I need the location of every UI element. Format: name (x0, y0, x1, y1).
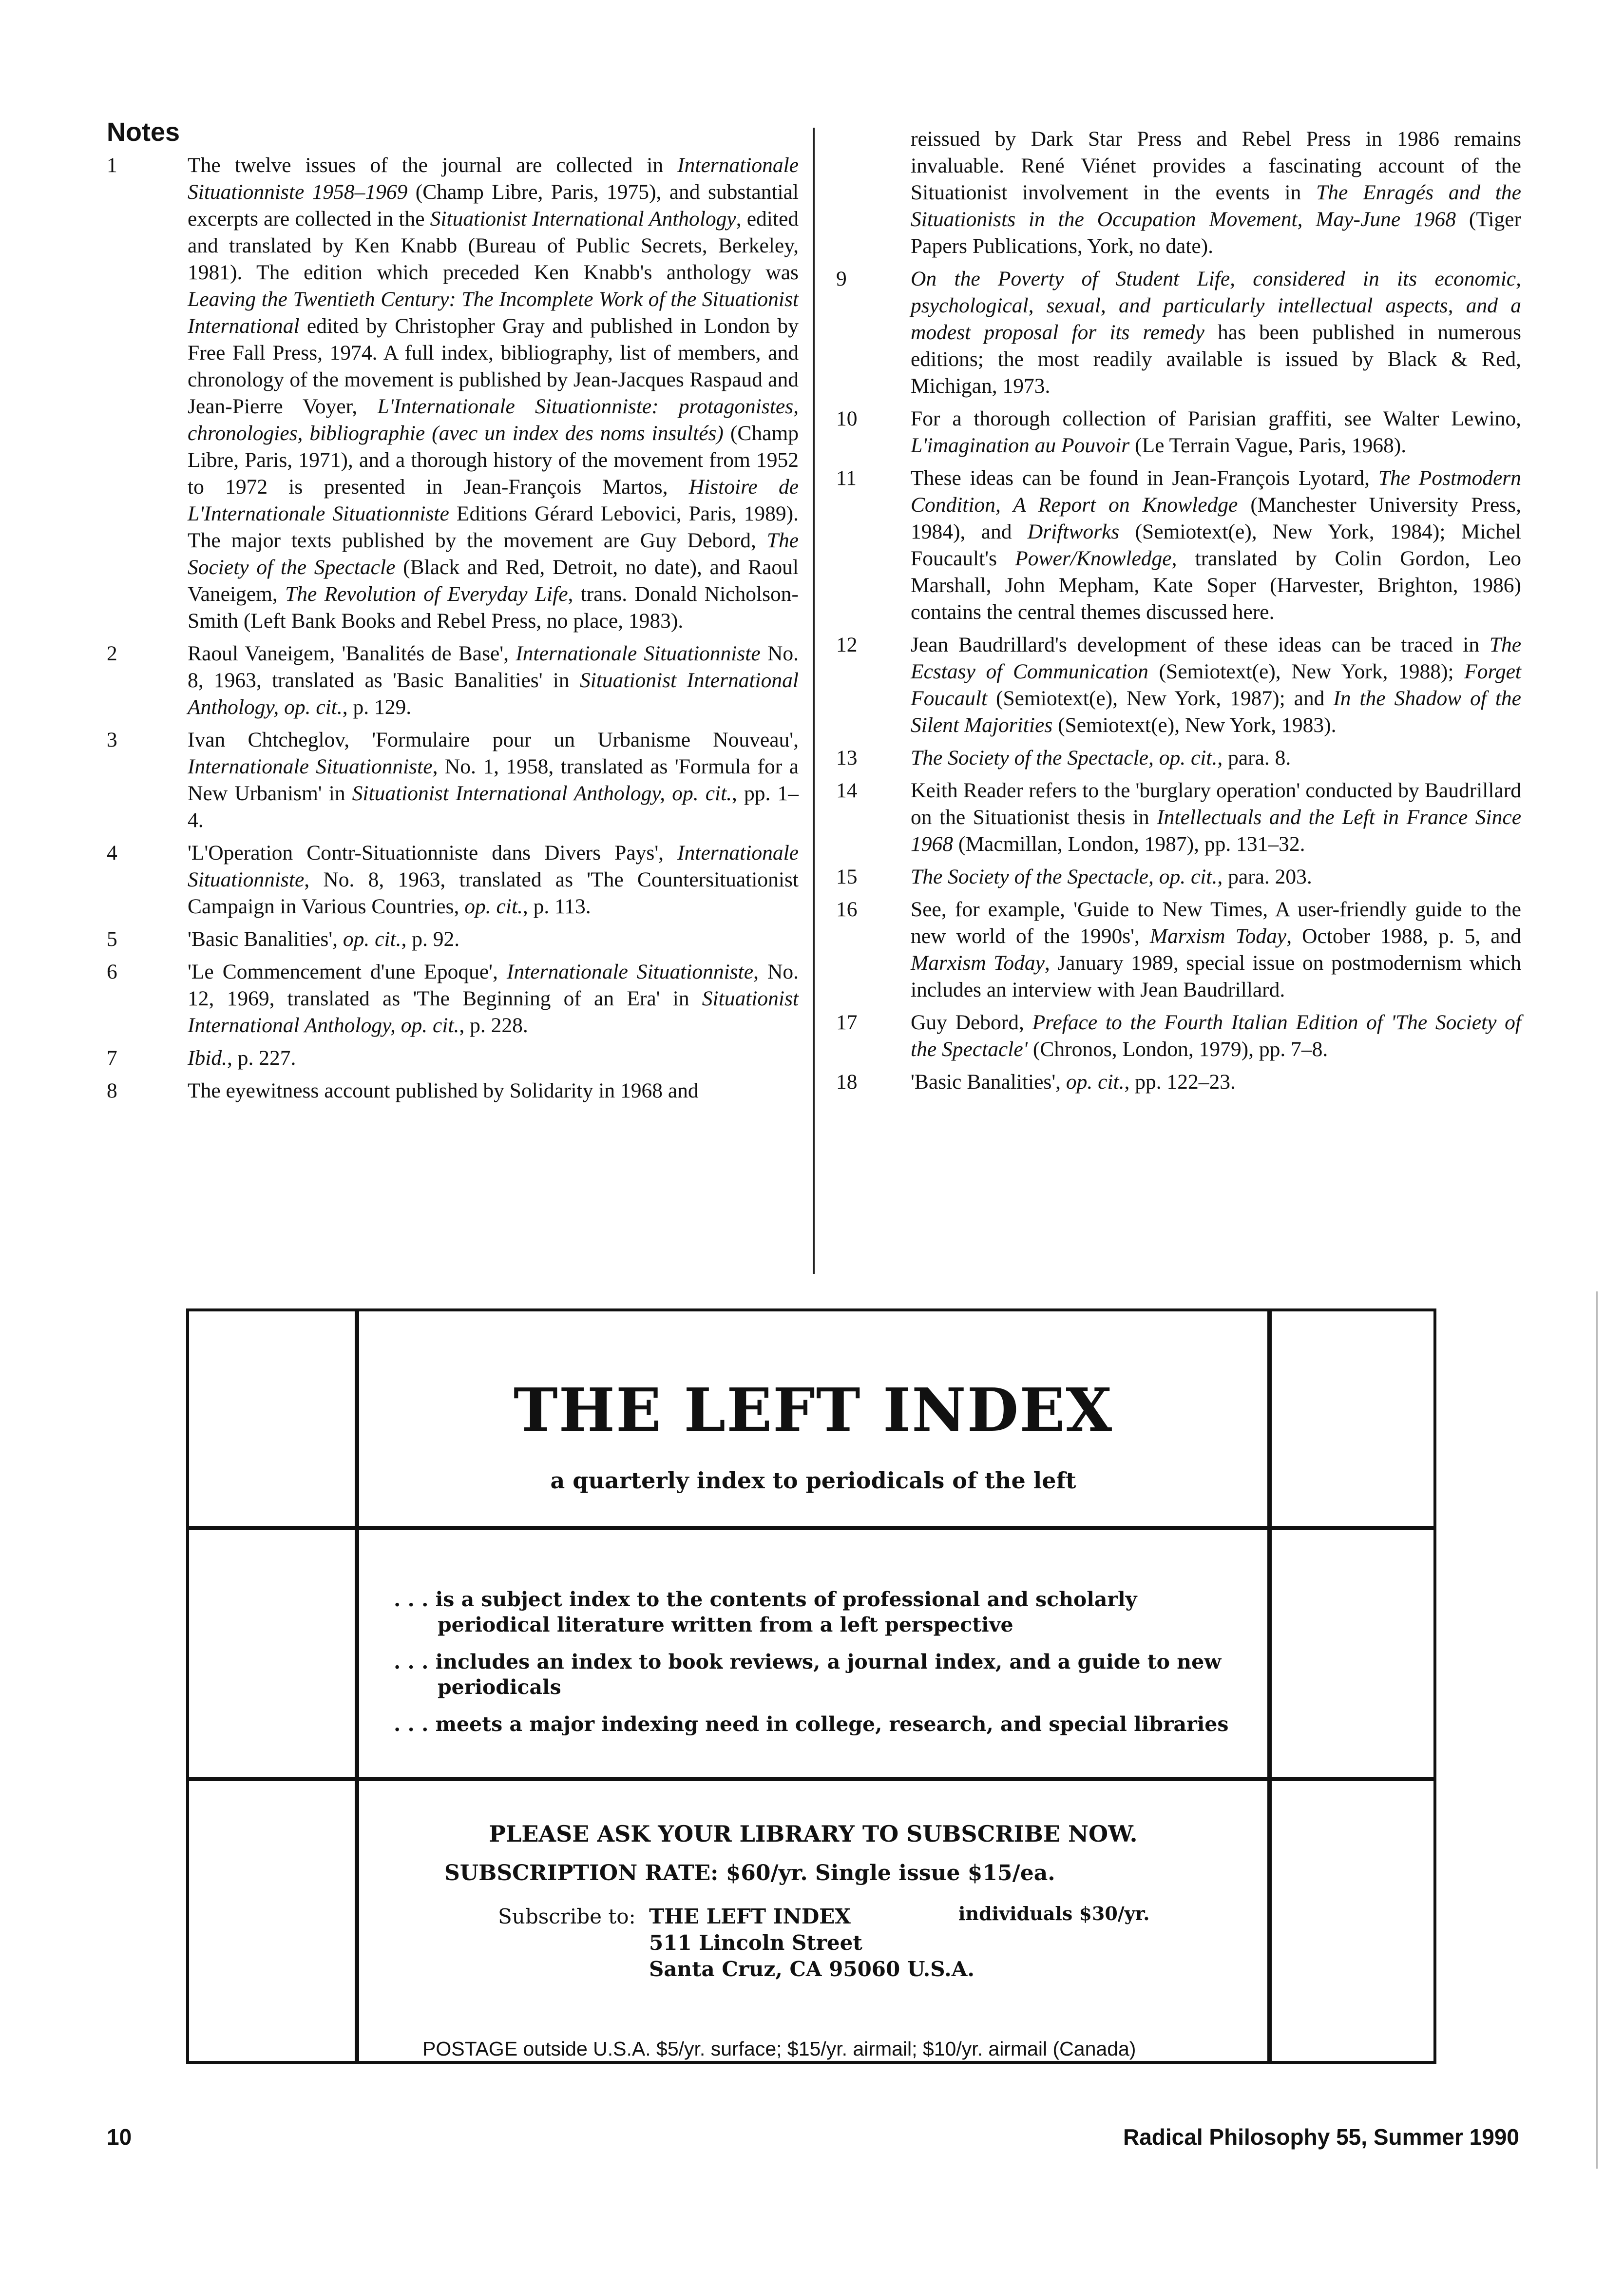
note-entry (829, 777, 1521, 858)
note-italic-title: The Society of the Spectacle (188, 529, 799, 579)
note-italic-title: Leaving the Twentieth Century: The Incomplete Work of the Situationist International (188, 288, 799, 338)
ad-border-right (1267, 1311, 1272, 2061)
note-text-run: The twelve issues of the journal are collected in (188, 154, 678, 177)
note-text-run: , October 1988, p. 5, and (1286, 924, 1521, 948)
note-italic-title: L'imagination au Pouvoir (911, 434, 1130, 457)
notes-column-right (829, 126, 1521, 1101)
note-text-run: (Black and Red, Detroit, no date), and Raoul Vaneigem, (188, 556, 799, 606)
note-text-run: (Tiger Papers Publications, York, no date). (911, 208, 1521, 258)
note-text-run: reissued by Dark Star Press and Rebel Press in 1986 remains invaluable. René Viénet provides a fascinating account of the Situationist involvement in the events in (911, 127, 1521, 204)
note-text-run: (Semiotext(e), New York, 1987); and (987, 687, 1334, 710)
note-text (188, 1077, 799, 1104)
note-text (911, 1069, 1521, 1096)
note-number: 3 (107, 728, 117, 751)
note-entry (829, 745, 1521, 771)
note-text-run: , para. 203. (1217, 865, 1312, 888)
ad-postage: POSTAGE outside U.S.A. $5/yr. surface; $15/yr. airmail; $10/yr. airmail (Canada) (422, 2038, 1136, 2060)
note-text-run: , para. 8. (1217, 746, 1291, 769)
ad-subscription-rate: SUBSCRIPTION RATE: $60/yr. Single issue $15/ea. (444, 1861, 1055, 1885)
note-8-continued (829, 126, 1521, 260)
note-entry (829, 1069, 1521, 1096)
note-text-run: (Macmillan, London, 1987), pp. 131–32. (953, 832, 1305, 856)
note-text-run: No. 8, 1963, translated as 'Basic Banalities' in (188, 642, 799, 692)
note-entry (107, 1077, 799, 1104)
ad-divider-top (189, 1526, 1433, 1530)
note-entry (829, 896, 1521, 1003)
note-number: 15 (836, 865, 858, 888)
note-text (911, 896, 1521, 1003)
note-text (188, 959, 799, 1039)
note-italic-title: Internationale Situationniste (516, 642, 761, 665)
note-entry (829, 465, 1521, 626)
note-number: 4 (107, 841, 117, 865)
note-entry (829, 405, 1521, 459)
note-italic-title: Situationist International Anthology, op. cit. (188, 669, 799, 719)
note-text (911, 1009, 1521, 1063)
note-entry (107, 152, 799, 635)
ad-subscribe-address (498, 1904, 974, 1982)
note-text (911, 266, 1521, 400)
notes-column-left (107, 152, 799, 1110)
note-italic-title: Preface to the Fourth Italian Edition of 'The Society of the Spectacle' (911, 1011, 1521, 1061)
note-text-run: Keith Reader refers to the 'burglary operation' conducted by Baudrillard on the Situationist thesis in (911, 779, 1521, 829)
note-text (188, 640, 799, 721)
scan-edge-line (1596, 1291, 1598, 2169)
ad-address-line: 511 Lincoln Street (649, 1931, 862, 1955)
note-text (188, 1045, 799, 1072)
note-number: 17 (836, 1011, 858, 1034)
note-italic-title: Situationist International Anthology (430, 207, 736, 231)
note-text-run: , p. 227. (227, 1046, 296, 1070)
note-entry (829, 1009, 1521, 1063)
note-italic-title: Internationale Situationniste 1958–1969 (188, 154, 799, 204)
note-italic-title: On the Poverty of Student Life, considered in its economic, psychological, sexual, and particularly intellectual aspects, and a modest proposal for its remedy (911, 267, 1521, 344)
ad-subtitle: a quarterly index to periodicals of the left (550, 1467, 1076, 1494)
note-entry (107, 640, 799, 721)
note-italic-title: Situationist International Anthology, op. cit. (352, 782, 732, 805)
note-italic-title: In the Shadow of the Silent Majorities (911, 687, 1521, 737)
note-entry (107, 1045, 799, 1072)
note-italic-title: Power/Knowledge (1015, 547, 1172, 570)
note-text-run: 'Le Commencement d'une Epoque', (188, 960, 507, 983)
note-text-run: (Semiotext(e), New York, 1984); Michel Foucault's (911, 520, 1521, 570)
note-number: 7 (107, 1046, 117, 1070)
ad-title: THE LEFT INDEX (513, 1375, 1113, 1445)
ad-address-line: THE LEFT INDEX (649, 1904, 851, 1928)
ad-divider-bottom (189, 1777, 1433, 1781)
note-text-run: Ivan Chtcheglov, 'Formulaire pour un Urbanisme Nouveau', (188, 728, 799, 751)
ad-subscribe-label: Subscribe to: (498, 1904, 636, 1928)
note-text-run: Jean Baudrillard's development of these ideas can be traced in (911, 633, 1490, 656)
note-italic-title: op. cit. (343, 927, 401, 951)
ad-border-left (355, 1311, 359, 2061)
column-rule (813, 128, 815, 1274)
note-number: 9 (836, 267, 847, 290)
note-number: 1 (107, 154, 117, 177)
note-entry (829, 632, 1521, 739)
note-italic-title: The Enragés and the Situationists in the Occupation Movement, May-June 1968 (911, 181, 1521, 231)
ad-bullet: . . . is a subject index to the contents of professional and scholarly periodical literature written from a left perspective (394, 1588, 1137, 1636)
note-number: 12 (836, 633, 858, 656)
note-italic-title: The Postmodern Condition, A Report on Knowledge (911, 466, 1521, 517)
note-text-run: , January 1989, special issue on postmodernism which includes an interview with Jean Baudrillard. (911, 951, 1521, 1001)
note-text (911, 632, 1521, 739)
note-text-run: 'L'Operation Contr-Situationniste dans Divers Pays', (188, 841, 678, 865)
note-text-run: (Chronos, London, 1979), pp. 7–8. (1027, 1038, 1328, 1061)
note-text-run: , p. 92. (401, 927, 460, 951)
note-text-run: (Semiotext(e), New York, 1983). (1052, 713, 1337, 737)
note-text-run: , edited and translated by Ken Knabb (Bureau of Public Secrets, Berkeley, 1981). The edition which preceded Ken Knabb's anthology was (188, 207, 799, 284)
note-text (188, 152, 799, 635)
note-text-run: , p. 113. (522, 895, 591, 918)
note-text-run: , trans. Donald Nicholson-Smith (Left Bank Books and Rebel Press, no place, 1983). (188, 582, 799, 633)
note-text-run: 'Basic Banalities', (188, 927, 343, 951)
note-italic-title: Internationale Situationniste (188, 755, 433, 778)
journal-footer: Radical Philosophy 55, Summer 1990 (1123, 2124, 1519, 2150)
note-text (911, 465, 1521, 626)
note-number: 8 (107, 1079, 117, 1102)
note-number: 6 (107, 960, 117, 983)
note-number: 14 (836, 779, 858, 802)
page-number: 10 (107, 2124, 132, 2150)
note-italic-title: The Revolution of Everyday Life (285, 582, 568, 606)
note-text-run: For a thorough collection of Parisian graffiti, see Walter Lewino, (911, 407, 1521, 430)
note-text-run: , pp. 122–23. (1124, 1070, 1236, 1094)
note-text-run: , translated by Colin Gordon, Leo Marshall, John Mepham, Kate Soper (Harvester, Brighton, 1986) contains the central themes discussed here. (911, 547, 1521, 624)
note-text-run: (Manchester University Press, 1984), and (911, 493, 1521, 543)
note-text (188, 840, 799, 920)
ad-individual-rate: individuals $30/yr. (958, 1903, 1150, 1924)
note-text-run: has been published in numerous editions; the most readily available is issued by Black & Red, Michigan, 1973. (911, 321, 1521, 398)
note-text-run: Editions Gérard Lebovici, Paris, 1989). The major texts published by the movement are Guy Debord, (188, 502, 799, 552)
note-number: 18 (836, 1070, 858, 1094)
note-italic-title: The Society of the Spectacle, op. cit. (911, 865, 1218, 888)
note-text (188, 926, 799, 953)
note-number: 13 (836, 746, 858, 769)
note-text-run: (Champ Libre, Paris, 1975), and substantial excerpts are collected in the (188, 180, 799, 231)
note-number: 16 (836, 898, 858, 921)
note-text-run: Guy Debord, (911, 1011, 1032, 1034)
ad-subscription-section (359, 1821, 1267, 2060)
note-text (188, 727, 799, 834)
note-text-run: (Champ Libre, Paris, 1971), and a thorough history of the movement from 1952 to 1972 is presented in Jean-François Martos, (188, 422, 799, 499)
note-number: 2 (107, 642, 117, 665)
note-entry (107, 926, 799, 953)
note-text-run: (Semiotext(e), New York, 1988); (1148, 660, 1465, 683)
note-text (911, 405, 1521, 459)
note-italic-title: op. cit. (1066, 1070, 1125, 1094)
note-text-run: edited by Christopher Gray and published in London by Free Fall Press, 1974. A full index, bibliography, list of members, and chronology of the movement is published by Jean-Jacques Raspaud and Jean-Pierre Voyer, (188, 314, 799, 418)
note-italic-title: The Ecstasy of Communication (911, 633, 1521, 683)
note-entry (829, 266, 1521, 400)
note-entry (829, 864, 1521, 890)
note-text-run: , No. 1, 1958, translated as 'Formula for a New Urbanism' in (188, 755, 799, 805)
note-italic-title: Internationale Situationniste (506, 960, 754, 983)
note-italic-title: Marxism Today (911, 951, 1045, 975)
note-italic-title: Intellectuals and the Left in France Since 1968 (911, 806, 1521, 856)
note-text (911, 864, 1521, 890)
note-text-run: Raoul Vaneigem, 'Banalités de Base', (188, 642, 516, 665)
ad-bullet: . . . includes an index to book reviews, a journal index, and a guide to new periodicals (394, 1650, 1222, 1699)
note-italic-title: Ibid. (188, 1046, 227, 1070)
note-italic-title: Histoire de L'Internationale Situationniste (188, 475, 799, 525)
note-italic-title: The Society of the Spectacle, op. cit. (911, 746, 1218, 769)
note-text-run: , pp. 1–4. (188, 782, 799, 832)
note-text (911, 745, 1521, 771)
note-text-run: The eyewitness account published by Solidarity in 1968 and (188, 1079, 699, 1102)
ad-bullet-list (394, 1587, 1251, 1749)
note-italic-title: Marxism Today (1149, 924, 1287, 948)
left-index-advertisement (186, 1308, 1436, 2064)
note-italic-title: Driftworks (1027, 520, 1120, 543)
note-text-run: , No. 8, 1963, translated as 'The Countersituationist Campaign in Various Countries, (188, 868, 799, 918)
ad-bullet: . . . meets a major indexing need in college, research, and special libraries (394, 1712, 1229, 1736)
notes-heading: Notes (107, 117, 180, 147)
note-italic-title: L'Internationale Situationniste: protagonistes, chronologies, bibliographie (avec un index des noms insultés) (188, 395, 799, 445)
note-italic-title: Internationale Situationniste (188, 841, 799, 891)
note-text-run: , p. 228. (459, 1014, 528, 1037)
note-text-run: , p. 129. (342, 695, 412, 719)
note-entry (107, 840, 799, 920)
note-italic-title: Situationist International Anthology, op. cit. (188, 987, 799, 1037)
note-text-run: (Le Terrain Vague, Paris, 1968). (1129, 434, 1407, 457)
note-text-run: These ideas can be found in Jean-François Lyotard, (911, 466, 1378, 490)
note-italic-title: Forget Foucault (911, 660, 1521, 710)
ad-call-to-action: PLEASE ASK YOUR LIBRARY TO SUBSCRIBE NOW. (489, 1821, 1138, 1847)
note-number: 10 (836, 407, 858, 430)
note-text-run: 'Basic Banalities', (911, 1070, 1066, 1094)
note-number: 11 (836, 466, 857, 490)
note-text-run: , No. 12, 1969, translated as 'The Beginning of an Era' in (188, 960, 799, 1010)
ad-address-line: Santa Cruz, CA 95060 U.S.A. (649, 1957, 974, 1981)
note-number: 5 (107, 927, 117, 951)
note-text (911, 777, 1521, 858)
note-text-run: See, for example, 'Guide to New Times, A user-friendly guide to the new world of the 1990s', (911, 898, 1521, 948)
note-entry (107, 727, 799, 834)
note-entry (107, 959, 799, 1039)
note-italic-title: op. cit. (464, 895, 523, 918)
